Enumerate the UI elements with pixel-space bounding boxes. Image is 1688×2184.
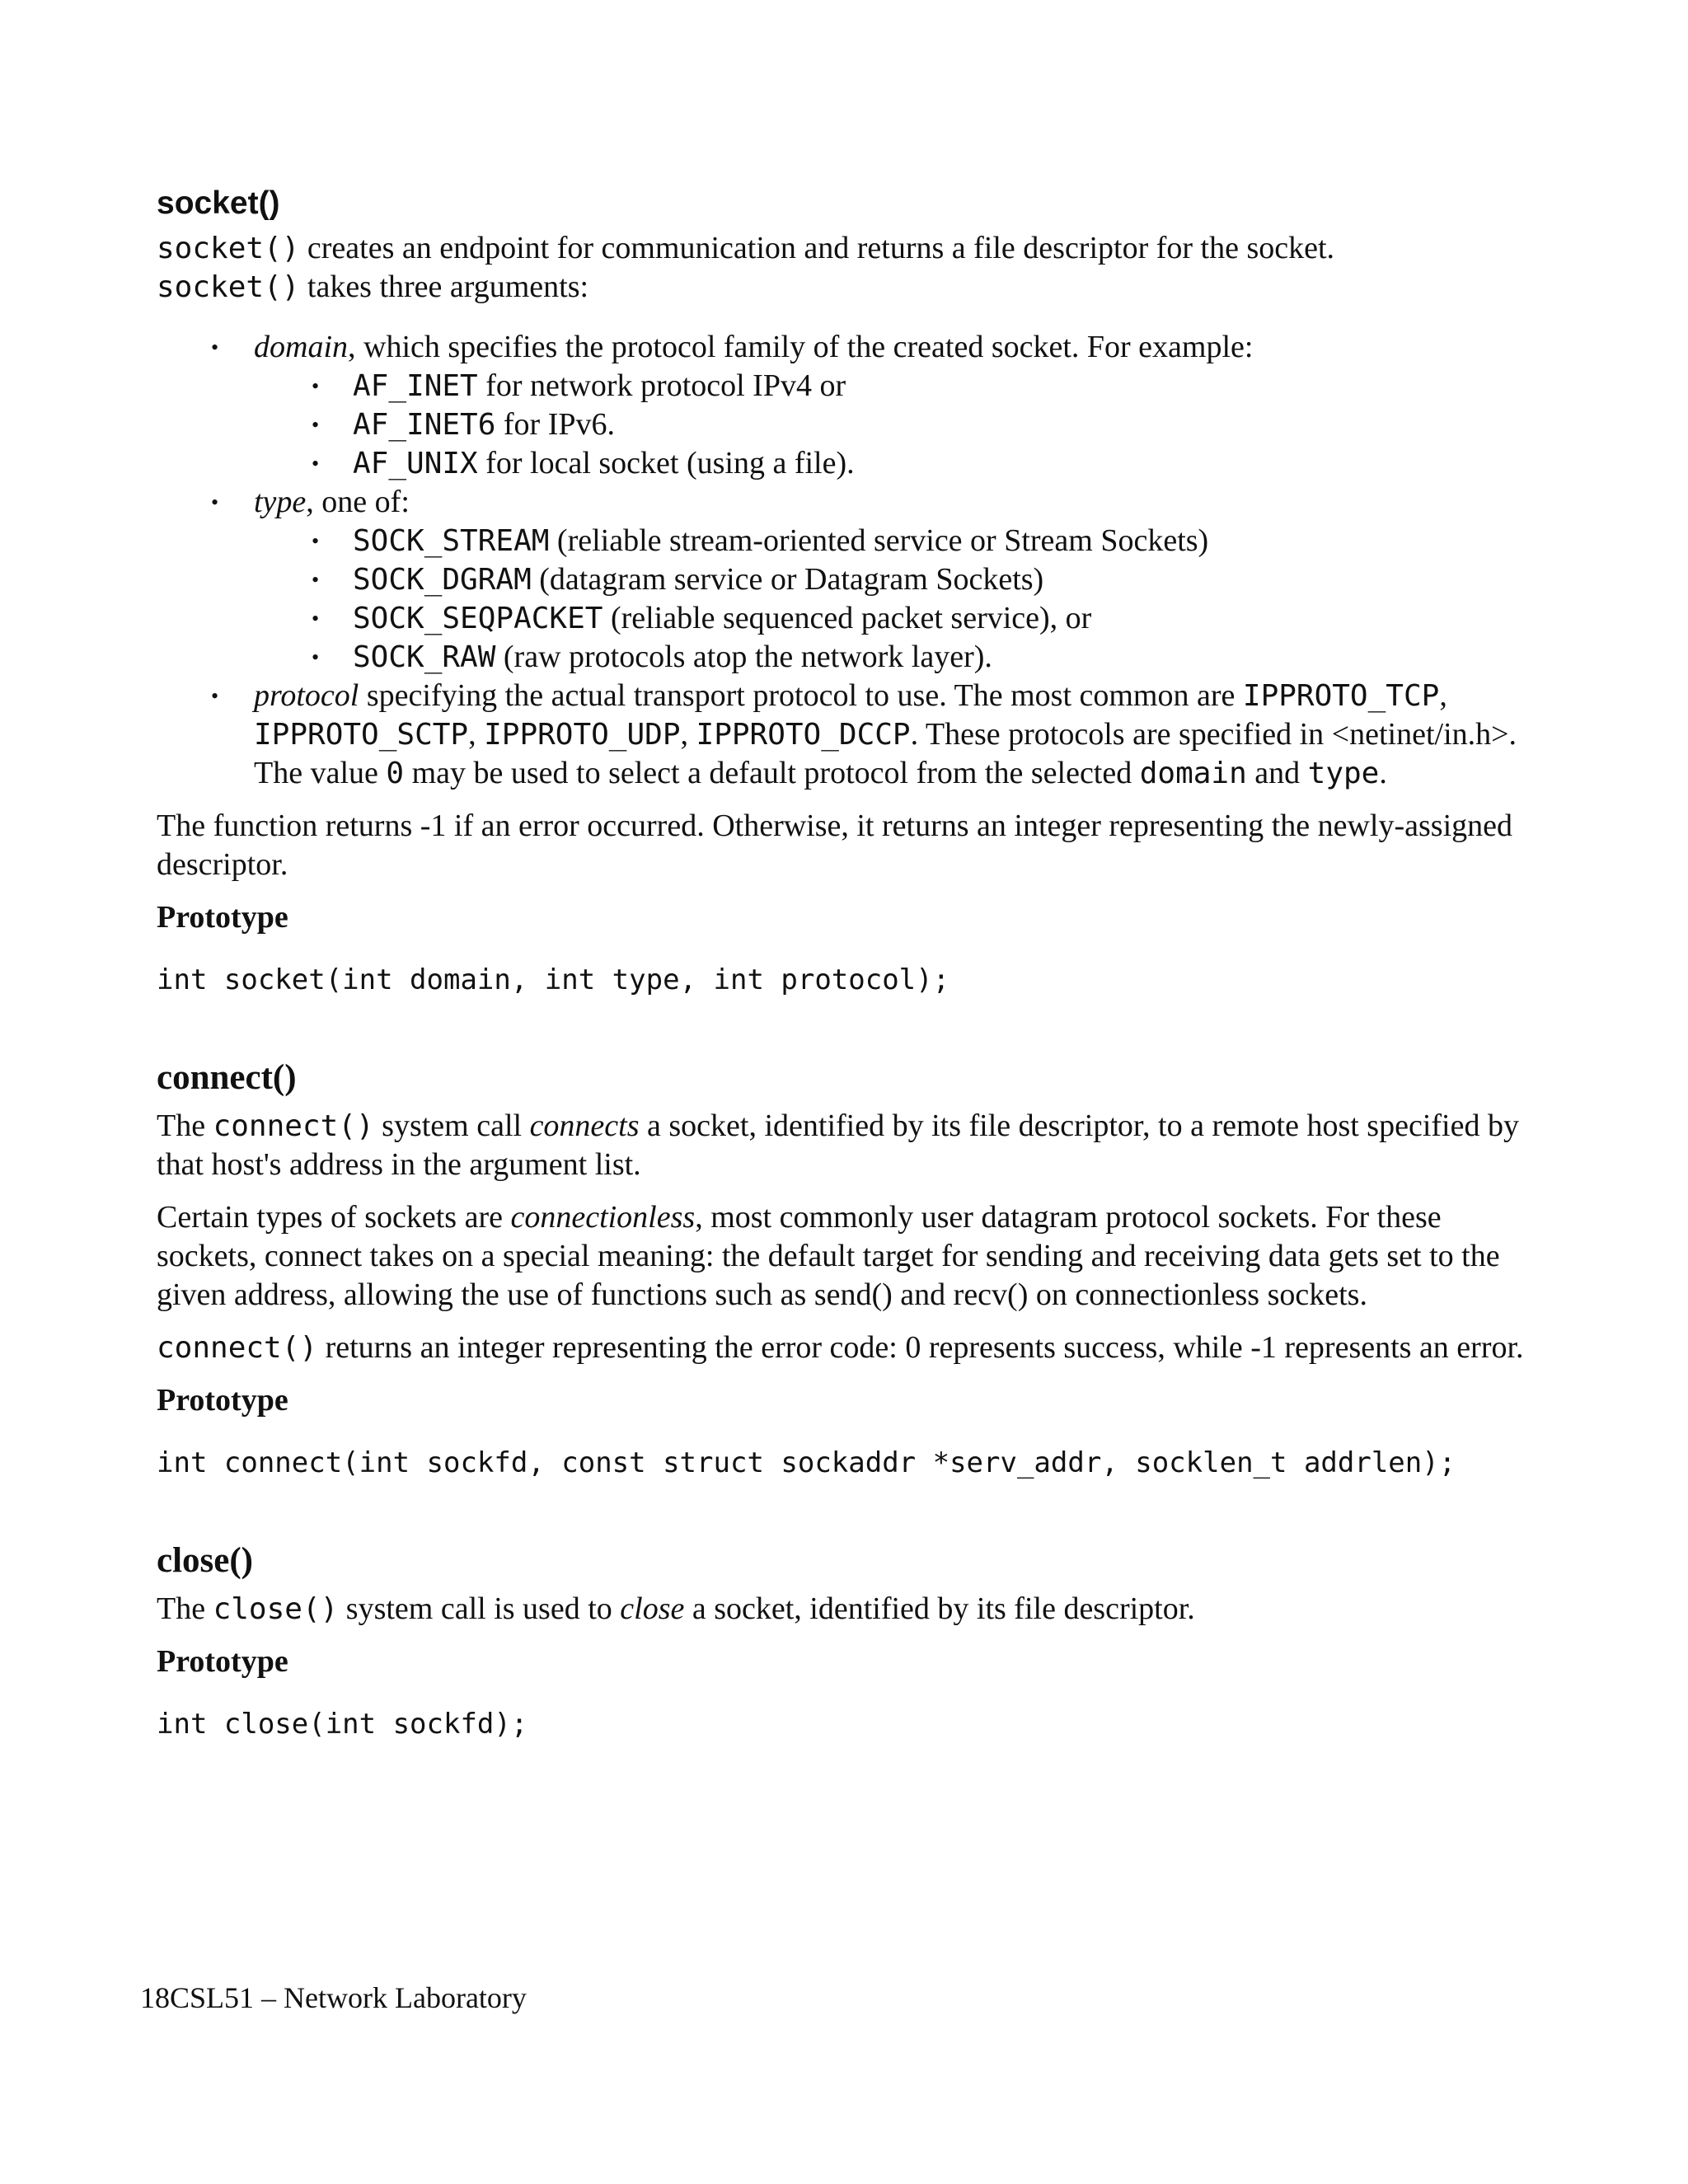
socket-section (157, 183, 1541, 998)
bullet-glyph: • (312, 568, 320, 592)
domain-desc: for local socket (using a file). (477, 446, 855, 480)
list-item-protocol (157, 677, 1541, 793)
bullet-glyph: • (312, 452, 320, 476)
type-code: SOCK_SEQPACKET (353, 602, 603, 635)
protocol-text: . (1379, 756, 1387, 790)
list-item-domain (157, 328, 1541, 483)
type-desc: (reliable stream-oriented service or Stream Sockets) (549, 523, 1209, 558)
connect-p1-fn: connect() (213, 1109, 374, 1143)
close-p1-fn: close() (213, 1592, 339, 1626)
connect-paragraph-2 (157, 1198, 1541, 1315)
list-item (312, 405, 1541, 444)
connect-p2-post: , most commonly user datagram protocol sockets. For these sockets, connect takes on a special meaning: the default target for sending and receiving data gets set to the given address, allowing the use of functions such as send() and recv() on connectionless sockets. (157, 1200, 1500, 1312)
type-sublist (254, 522, 1541, 677)
type-code: SOCK_DGRAM (353, 563, 532, 597)
socket-intro (157, 229, 1541, 307)
socket-intro-fn-2: socket() (157, 270, 300, 304)
protocol-text: and (1246, 756, 1308, 790)
bullet-glyph: • (312, 413, 320, 437)
socket-heading: socket() (157, 185, 280, 221)
connect-p1-em: connects (529, 1108, 640, 1143)
close-prototype-label: Prototype (157, 1644, 288, 1679)
type-desc: (raw protocols atop the network layer). (495, 640, 992, 674)
protocol-code-domain: domain (1139, 757, 1247, 790)
bullet-glyph: • (211, 684, 219, 708)
domain-sublist (254, 367, 1541, 483)
bullet-glyph: • (312, 529, 320, 553)
close-p1-em: close (620, 1591, 685, 1626)
bullet-glyph: • (211, 335, 219, 359)
list-item (312, 638, 1541, 677)
list-item (312, 444, 1541, 483)
connect-section (157, 1056, 1541, 1481)
socket-intro-text-1: creates an endpoint for communication and returns a file descriptor for the socket. (299, 231, 1335, 265)
domain-term: domain (254, 330, 348, 364)
protocol-code-zero: 0 (386, 757, 405, 790)
bullet-glyph: • (211, 490, 219, 514)
domain-desc: for IPv6. (495, 407, 615, 442)
protocol-sep: , (680, 717, 696, 752)
connect-p2-pre: Certain types of sockets are (157, 1200, 511, 1235)
page-footer: 18CSL51 – Network Laboratory (140, 1981, 527, 2014)
connect-paragraph-1 (157, 1107, 1541, 1184)
type-term: type (254, 485, 307, 519)
connect-p3-post: returns an integer representing the error code: 0 represents success, while -1 represents an error. (317, 1330, 1524, 1365)
type-desc: (datagram service or Datagram Sockets) (531, 562, 1044, 597)
section-spacer (157, 998, 1541, 1056)
bullet-glyph: • (312, 645, 320, 669)
protocol-text: may be used to select a default protocol from the selected (404, 756, 1140, 790)
type-code: SOCK_RAW (353, 640, 496, 674)
type-code: SOCK_STREAM (353, 524, 550, 558)
domain-code: AF_INET (353, 369, 478, 403)
list-item (312, 367, 1541, 405)
close-prototype-code: int close(int sockfd); (157, 1708, 528, 1741)
protocol-code-udp: IPPROTO_UDP (484, 718, 681, 752)
page-content (157, 183, 1541, 1742)
protocol-code-dccp: IPPROTO_DCCP (696, 718, 911, 752)
connect-p1-mid: system call (373, 1108, 530, 1143)
protocol-text: . These protocols are specified in <netinet/in.h>. The value (254, 717, 1517, 790)
domain-desc: for network protocol IPv4 or (477, 368, 846, 403)
type-desc: (reliable sequenced packet service), or (603, 601, 1092, 635)
bullet-glyph: • (312, 607, 320, 630)
list-item (312, 560, 1541, 599)
close-section (157, 1539, 1541, 1742)
list-item (312, 522, 1541, 560)
domain-code: AF_INET6 (353, 408, 496, 442)
connect-heading: connect() (157, 1058, 297, 1097)
connect-p1-post: a socket, identified by its file descriptor, to a remote host specified by that host's address in the argument list. (157, 1108, 1519, 1182)
socket-intro-fn-1: socket() (157, 232, 300, 265)
connect-p2-em: connectionless (510, 1200, 696, 1235)
protocol-code-type: type (1307, 757, 1380, 790)
list-item-type (157, 483, 1541, 677)
close-p1-post: a socket, identified by its file descriptor. (684, 1591, 1195, 1626)
connect-p3-fn: connect() (157, 1331, 318, 1365)
socket-returns: The function returns -1 if an error occurred. Otherwise, it returns an integer representing the newly-assigned descriptor. (157, 808, 1513, 882)
close-p1-mid: system call is used to (338, 1591, 621, 1626)
domain-code: AF_UNIX (353, 447, 478, 480)
connect-p1-pre: The (157, 1108, 213, 1143)
protocol-code-tcp: IPPROTO_TCP (1242, 679, 1440, 713)
protocol-sep: , (1439, 678, 1447, 713)
connect-prototype-label: Prototype (157, 1383, 288, 1418)
socket-prototype-code: int socket(int domain, int type, int protocol); (157, 963, 950, 996)
connect-paragraph-3 (157, 1329, 1541, 1367)
type-text: , one of: (306, 485, 410, 519)
socket-intro-text-2: takes three arguments: (299, 269, 589, 304)
connect-prototype-code: int connect(int sockfd, const struct sockaddr *serv_addr, socklen_t addrlen); (157, 1446, 1456, 1479)
section-spacer (157, 1481, 1541, 1539)
close-heading: close() (157, 1541, 253, 1580)
protocol-term: protocol (254, 678, 359, 713)
bullet-glyph: • (312, 374, 320, 398)
socket-arguments-list (157, 328, 1541, 793)
protocol-sep: , (468, 717, 485, 752)
domain-text: , which specifies the protocol family of the created socket. For example: (348, 330, 1254, 364)
close-p1-pre: The (157, 1591, 213, 1626)
protocol-text: specifying the actual transport protocol to use. The most common are (359, 678, 1243, 713)
list-item (312, 599, 1541, 638)
socket-prototype-label: Prototype (157, 900, 288, 935)
protocol-code-sctp: IPPROTO_SCTP (254, 718, 469, 752)
close-paragraph-1 (157, 1590, 1541, 1629)
